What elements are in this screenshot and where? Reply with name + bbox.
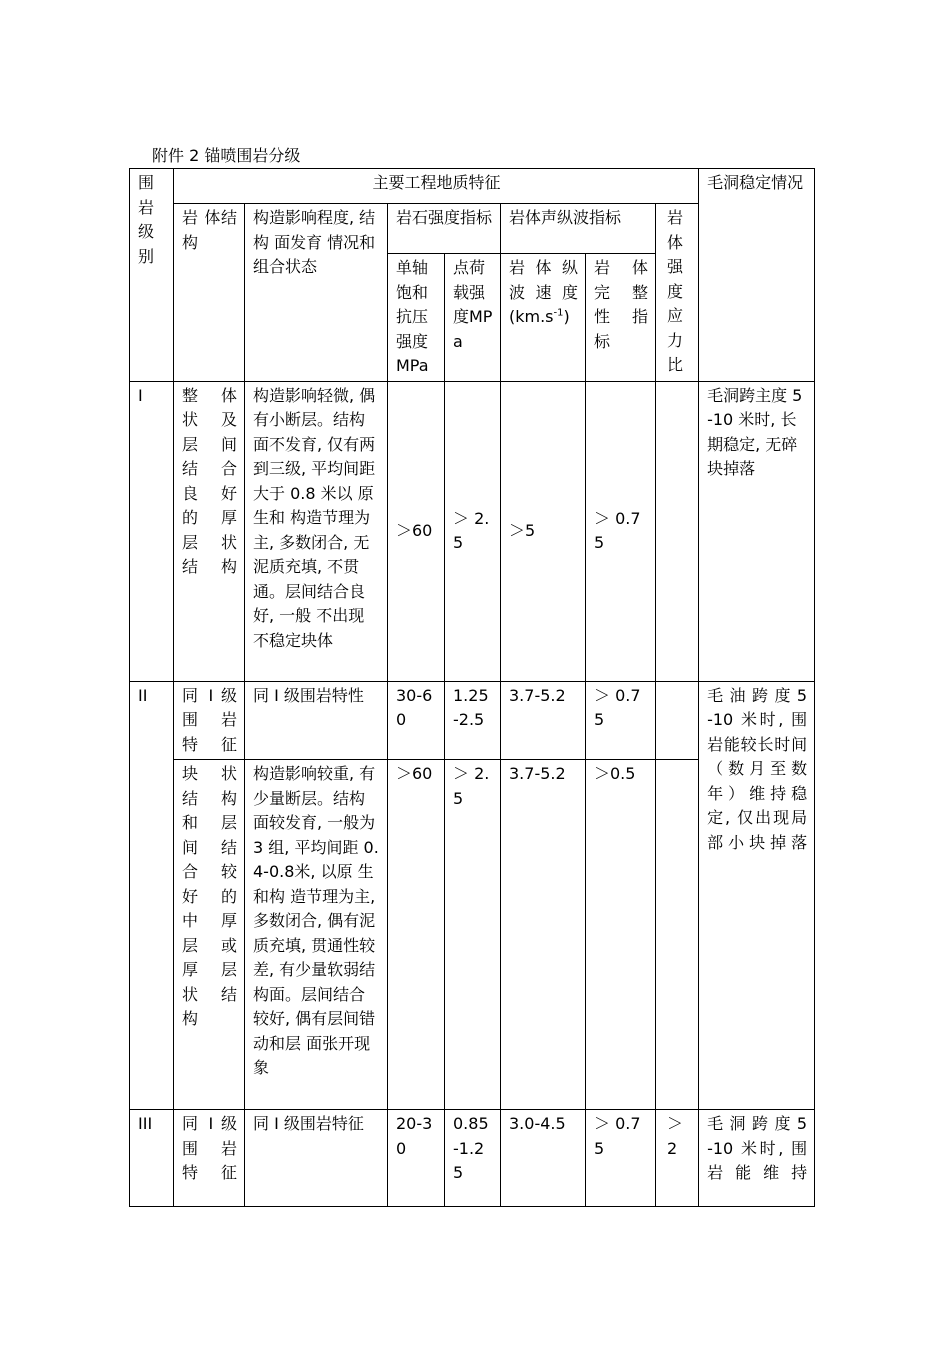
rock-classification-table bbox=[129, 168, 815, 1207]
cell-wave-speed: 3.7-5.2 bbox=[501, 681, 586, 760]
header-tectonic: 构造影响程度, 结构 面发育 情况和组合状态 bbox=[245, 204, 388, 382]
cell-structure: 整 体 状 及 层 间 结 合 良 好 的 厚 层 状 结构 bbox=[174, 381, 245, 681]
cell-stability: 毛 油 跨 度 5-10 米时, 围岩能较长时间（数月至数年）维持稳定, 仅出现局部小块掉落 bbox=[699, 681, 815, 1110]
wave-speed-close: ) bbox=[563, 307, 570, 326]
header-point-load: 点荷载强度MPa bbox=[445, 254, 501, 382]
cell-integrity: ＞ 0.75 bbox=[586, 1110, 656, 1207]
header-strength-index: 岩石强度指标 bbox=[388, 204, 501, 254]
cell-wave-speed: 3.0-4.5 bbox=[501, 1110, 586, 1207]
cell-integrity: ＞ 0.75 bbox=[586, 681, 656, 760]
cell-uniaxial: 20-30 bbox=[388, 1110, 445, 1207]
cell-tectonic: 构造影响较重, 有少量断层。结构面较发育, 一般为 3 组, 平均间距 0.4-0.8米, 以原 生和构 造节理为主, 多数闭合, 偶有泥质充填, 贯通性较差, 有少量软弱结构面。层间结合较好, 偶有层间错 动和层 面张开现象 bbox=[245, 760, 388, 1110]
cell-point-load: ＞ 2.5 bbox=[445, 760, 501, 1110]
header-uniaxial: 单轴饱和抗压强度MPa bbox=[388, 254, 445, 382]
cell-structure: 同 I 级 围 岩 特征 bbox=[174, 681, 245, 760]
cell-structure: 块 状 结 构 和 层 间 结 合 较 好 的 中 厚 层 或 厚 层 状 结 构 bbox=[174, 760, 245, 1110]
cell-grade: III bbox=[130, 1110, 174, 1207]
header-strength-ratio: 岩体强度应力比 bbox=[656, 204, 699, 382]
cell-grade: I bbox=[130, 381, 174, 681]
cell-stability: 毛 洞 跨 度 5-10 米时, 围岩能维持 bbox=[699, 1110, 815, 1207]
cell-structure: 同 I 级 围 岩 特征 bbox=[174, 1110, 245, 1207]
cell-uniaxial: 30-60 bbox=[388, 681, 445, 760]
header-integrity: 岩 体 完 整 性 指 标 bbox=[586, 254, 656, 382]
cell-tectonic: 同 I 级围岩特征 bbox=[245, 1110, 388, 1207]
table-row-grade-2a bbox=[130, 681, 815, 760]
header-grade: 围岩级别 bbox=[130, 169, 174, 382]
cell-uniaxial: ＞60 bbox=[388, 760, 445, 1110]
cell-wave-speed: 3.7-5.2 bbox=[501, 760, 586, 1110]
table-row-grade-3 bbox=[130, 1110, 815, 1207]
cell-ratio bbox=[656, 760, 699, 1110]
cell-point-load: 1.25-2.5 bbox=[445, 681, 501, 760]
wave-speed-label: 岩 体 纵 波 速 度 (km.s bbox=[509, 258, 578, 326]
cell-grade: II bbox=[130, 681, 174, 1110]
header-wave-speed bbox=[501, 254, 586, 382]
cell-integrity: ＞0.5 bbox=[586, 760, 656, 1110]
cell-wave-speed: ＞5 bbox=[501, 381, 586, 681]
table-row-grade-1 bbox=[130, 381, 815, 681]
header-rock-structure: 岩 体结构 bbox=[174, 204, 245, 382]
document-caption: 附件 2 锚喷围岩分级 bbox=[152, 146, 301, 165]
cell-ratio: ＞ 2 bbox=[656, 1110, 699, 1207]
cell-point-load: 0.85-1.25 bbox=[445, 1110, 501, 1207]
cell-ratio bbox=[656, 681, 699, 760]
header-wave-index: 岩体声纵波指标 bbox=[501, 204, 656, 254]
cell-stability: 毛洞跨主度 5-10 米时, 长期稳定, 无碎块掉落 bbox=[699, 381, 815, 681]
cell-tectonic: 构造影响轻微, 偶有小断层。结构面不发育, 仅有两到三级, 平均间距大于 0.8 米以 原生和 构造节理为主, 多数闭合, 无泥质充填, 不贯通。层间结合良好, 一般 不出现 不稳定块体 bbox=[245, 381, 388, 681]
cell-uniaxial: ＞60 bbox=[388, 381, 445, 681]
cell-integrity: ＞ 0.75 bbox=[586, 381, 656, 681]
cell-point-load: ＞ 2.5 bbox=[445, 381, 501, 681]
header-main-features: 主要工程地质特征 bbox=[174, 169, 699, 204]
header-row-1 bbox=[130, 169, 815, 204]
cell-tectonic: 同 I 级围岩特性 bbox=[245, 681, 388, 760]
header-stability: 毛洞稳定情况 bbox=[699, 169, 815, 382]
wave-speed-exponent: -1 bbox=[553, 307, 564, 319]
cell-ratio bbox=[656, 381, 699, 681]
